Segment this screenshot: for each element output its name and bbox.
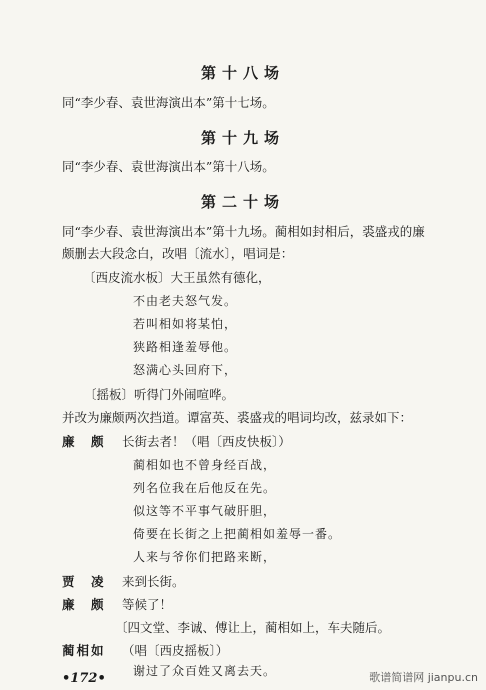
scene-18-title: 第十八场 (200, 64, 285, 82)
revision-note: 并改为廉颇两次挡道。谭富英、裘盛戎的唱词均改，兹录如下： (62, 410, 413, 425)
stage-direction: 〔四文堂、李诚、傅让上，蔺相如上，车夫随后。 (115, 620, 391, 635)
aria-1-end: 〔摇板〕听得门外闹喧哗。 (84, 387, 235, 402)
aria-1-line: 若叫相如将某怕， (133, 317, 238, 331)
dialogue-line: （唱〔西皮摇板〕） (122, 643, 229, 658)
verse-line: 人来与爷你们把路来断， (133, 550, 277, 564)
scene-18-body: 同“李少春、袁世海演出本”第十七场。 (62, 95, 275, 110)
verse-line: 谢过了众百姓又离去天。 (133, 664, 277, 678)
page-number: •172• (62, 671, 106, 686)
verse-line: 蔺相如也不曾身经百战， (133, 458, 277, 472)
speaker-lian-po: 廉 颇 (62, 434, 106, 449)
scene-20-title: 第二十场 (200, 193, 285, 211)
verse-line: 倚要在长街之上把蔺相如羞辱一番。 (133, 527, 342, 541)
speaker-lin-xiangru: 蔺相如 (62, 643, 106, 658)
scene-20-intro-line-1: 同“李少春、袁世海演出本”第十九场。蔺相如封相后，裘盛戎的廉 (62, 224, 425, 239)
dialogue-line: 长街去者！（唱〔西皮快板〕） (122, 434, 291, 449)
verse-line: 似这等不平事气破肝胆， (133, 504, 277, 518)
scene-19-title: 第十九场 (200, 129, 285, 147)
speaker-jia-ling: 贾 凌 (62, 574, 106, 589)
aria-1-line: 不由老夫怒气发。 (133, 294, 238, 308)
aria-1-line: 怒满心头回府下， (133, 363, 238, 377)
scene-19-body: 同“李少春、袁世海演出本”第十八场。 (62, 159, 275, 174)
aria-1-header: 〔西皮流水板〕大王虽然有德化， (83, 270, 271, 285)
aria-1-line: 狭路相逢羞辱他。 (133, 340, 238, 354)
speaker-lian-po: 廉 颇 (62, 597, 106, 612)
verse-line: 列名位我在后他反在先。 (133, 481, 277, 495)
watermark[interactable]: 歌谱简谱网 jianpu.cn (369, 671, 478, 684)
dialogue-line: 来到长街。 (122, 574, 185, 589)
dialogue-line: 等候了！ (122, 597, 173, 612)
scene-20-intro-line-2: 颇删去大段念白，改唱〔流水〕，唱词是： (62, 246, 294, 261)
